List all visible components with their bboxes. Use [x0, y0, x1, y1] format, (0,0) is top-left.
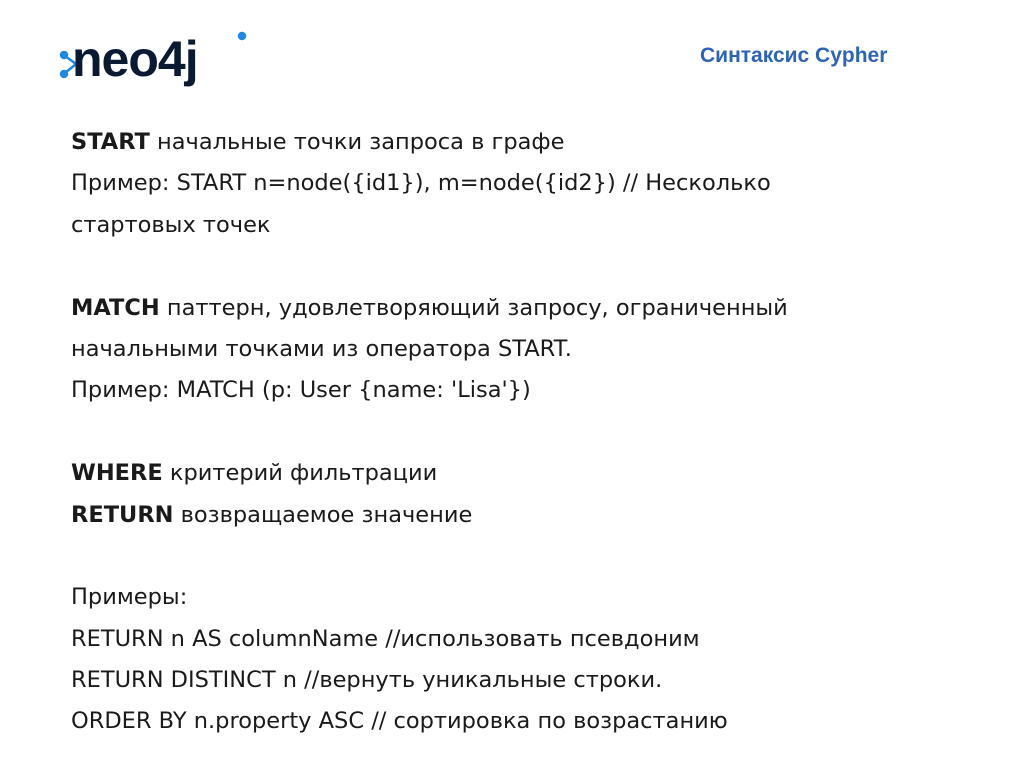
spacer [71, 536, 971, 577]
return-keyword: RETURN [71, 501, 174, 528]
where-line [71, 453, 971, 494]
start-line [71, 122, 971, 163]
where-keyword: WHERE [71, 460, 163, 487]
match-keyword: MATCH [71, 294, 160, 321]
spacer [71, 246, 971, 287]
neo4j-logo [56, 28, 266, 92]
spacer [71, 412, 971, 453]
return-line [71, 495, 971, 536]
neo4j-logo-graphic [56, 28, 266, 92]
slide-body [71, 122, 971, 743]
start-example-continued: стартовых точек [71, 211, 271, 238]
examples-heading: Примеры: [71, 584, 188, 611]
node-dot-icon [60, 51, 68, 59]
where-description: критерий фильтрации [162, 460, 438, 487]
match-line [71, 288, 971, 329]
start-description: начальные точки запроса в графе [149, 129, 565, 155]
slide-title: Синтаксис Cypher [700, 44, 888, 67]
return-description: возвращаемое значение [173, 501, 473, 528]
example-line: ORDER BY n.property ASC // сортировка по возрастанию [71, 708, 728, 735]
example-line: RETURN DISTINCT n //вернуть уникальные строки. [71, 667, 663, 694]
node-dot-icon [238, 32, 246, 40]
node-dot-icon [60, 70, 68, 78]
start-keyword: START [71, 129, 150, 155]
match-example: Пример: MATCH (p: User {name: 'Lisa'}) [71, 377, 531, 404]
match-description-continued: начальными точками из оператора START. [71, 335, 572, 362]
example-line: RETURN n AS columnName //использовать псевдоним [71, 625, 700, 652]
match-description: паттерн, удовлетворяющий запросу, ограниченный [159, 294, 788, 321]
start-example: Пример: START n=node({id1}), m=node({id2}) // Несколько [71, 170, 771, 197]
logo-wordmark: neo4j [72, 31, 198, 87]
